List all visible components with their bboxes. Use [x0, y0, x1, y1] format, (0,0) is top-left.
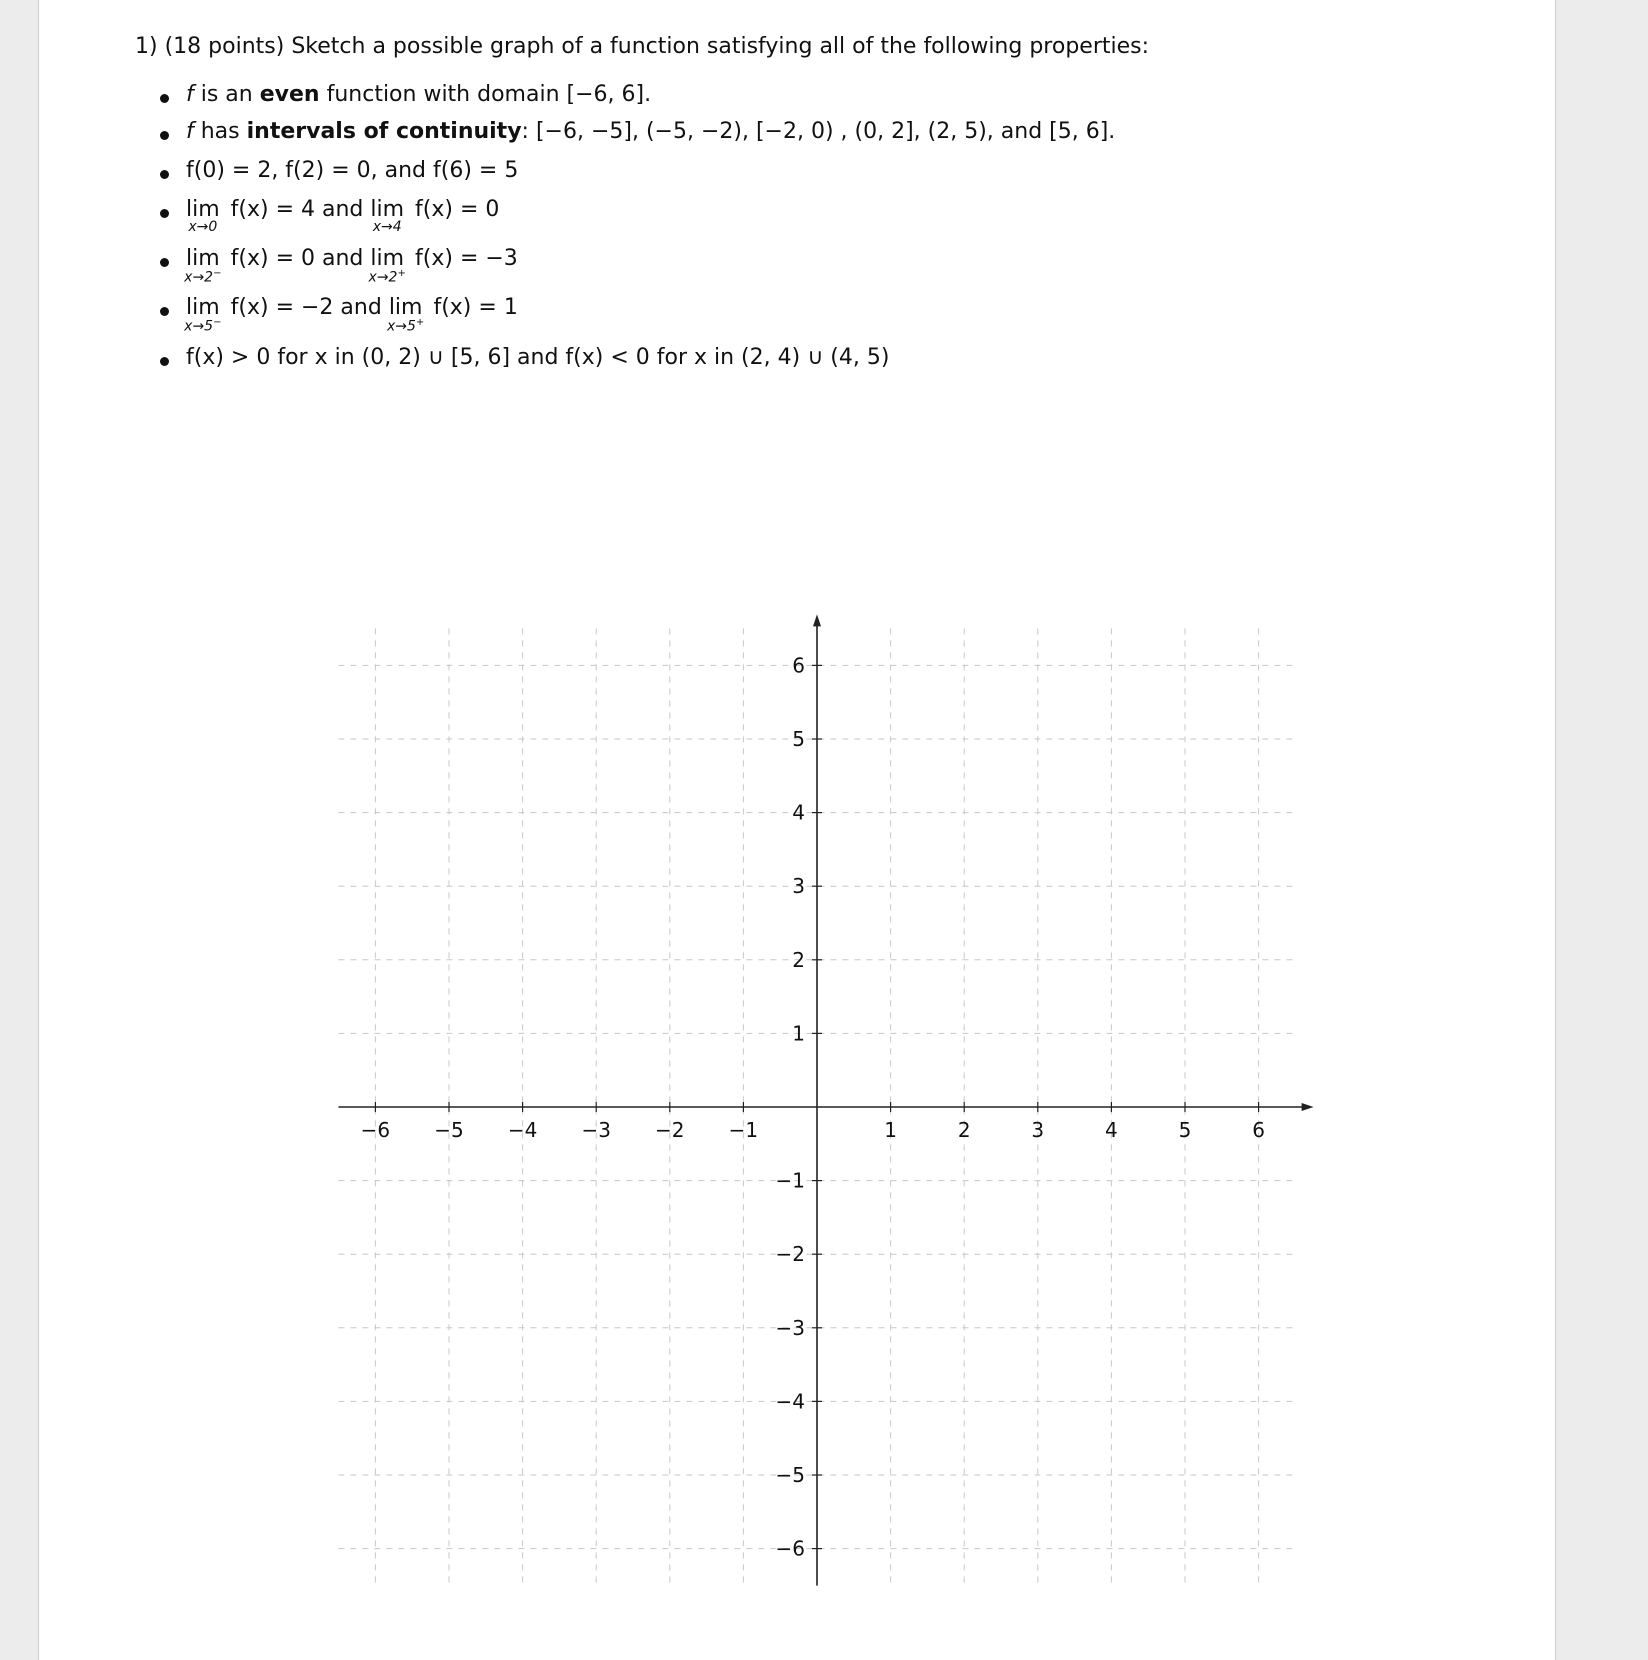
limit-operator: lim x→2+ [368, 246, 406, 286]
y-tick-label: −6 [775, 1536, 805, 1561]
property-limits-5: lim x→5− f(x) = −2 and lim x→5+ f(x) = 1 [160, 295, 518, 320]
x-tick-label: 6 [1252, 1118, 1265, 1142]
limit-operator: lim x→4 [370, 197, 405, 235]
x-tick-label: −1 [728, 1118, 759, 1142]
y-tick-label: 6 [792, 653, 805, 678]
x-tick-label: −4 [507, 1118, 538, 1142]
y-tick-label: −2 [775, 1242, 805, 1267]
property-values: f(0) = 2, f(2) = 0, and f(6) = 5 [160, 158, 518, 183]
x-tick-label: −5 [434, 1118, 464, 1142]
y-tick-label: 1 [792, 1021, 805, 1046]
y-tick-label: 2 [792, 947, 805, 972]
y-tick-label: −4 [775, 1389, 805, 1414]
x-tick-label: 5 [1178, 1118, 1192, 1142]
property-limits-0-4: lim x→0 f(x) = 4 and lim x→4 f(x) = 0 [160, 197, 499, 222]
property-even: f is an even function with domain [−6, 6]. [160, 82, 651, 107]
y-tick-label: −5 [775, 1463, 805, 1487]
property-limits-2: lim x→2− f(x) = 0 and lim x→2+ f(x) = −3 [160, 246, 518, 271]
y-tick-label: −3 [775, 1315, 805, 1340]
limit-operator: lim x→5+ [386, 295, 425, 335]
problem-points: (18 points) [164, 34, 285, 59]
x-tick-label: 2 [957, 1118, 971, 1142]
y-tick-label: 5 [792, 727, 805, 751]
x-tick-label: −6 [360, 1118, 391, 1142]
x-tick-label: 4 [1105, 1118, 1118, 1142]
x-tick-label: −2 [655, 1118, 685, 1142]
problem-number: 1) [135, 34, 158, 59]
property-sign: f(x) > 0 for x in (0, 2) ∪ [5, 6] and f(x) < 0 for x in (2, 4) ∪ (4, 5) [160, 345, 889, 370]
y-tick-label: 3 [792, 874, 805, 899]
x-axis-arrow-icon [1302, 1103, 1314, 1111]
limit-operator: lim x→2− [184, 246, 222, 286]
x-tick-label: 1 [884, 1118, 897, 1142]
y-tick-label: 4 [792, 800, 805, 825]
x-tick-label: −3 [581, 1118, 611, 1142]
y-tick-label: −1 [775, 1168, 805, 1193]
y-axis-arrow-icon [813, 614, 821, 626]
problem-instruction: Sketch a possible graph of a function satisfying all of the following properties: [291, 34, 1150, 59]
limit-operator: lim x→0 [186, 197, 220, 235]
property-continuity: f has intervals of continuity: [−6, −5], (−5, −2), [−2, 0) , (0, 2], (2, 5), and [5, 6]. [160, 119, 1115, 144]
limit-operator: lim x→5− [184, 295, 222, 335]
x-tick-label: 3 [1031, 1118, 1045, 1142]
